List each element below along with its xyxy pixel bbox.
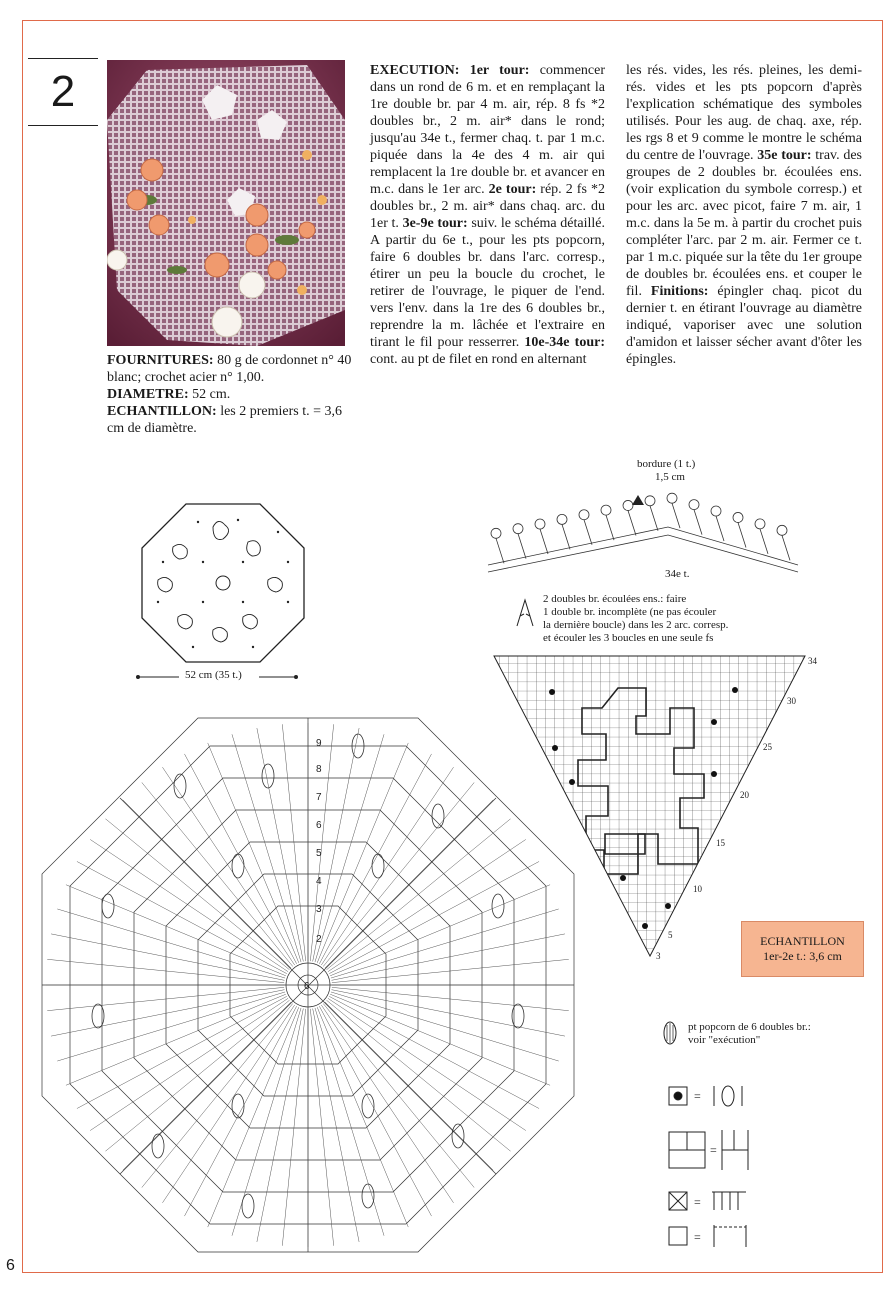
tour-34-label: 34e t. [665,568,690,580]
stitch-spoke [325,1002,493,1170]
stitch-spoke [319,1006,431,1216]
stitch-spoke [257,728,303,961]
echantillon-box-text: 1er-2e t.: 3,6 cm [763,949,842,963]
center-ring-number: 6 [304,981,310,992]
stitch-spoke [317,1007,408,1227]
picot-stem [606,515,614,540]
row-number: 34 [808,656,817,666]
picot-stem [496,538,504,563]
tour-10-34-label: 10e-34e tour: [524,335,605,350]
picot-loop [557,514,567,524]
picot-loop [601,505,611,515]
round-number: 3 [316,904,322,915]
tour-35-text: trav. des groupes de 2 doubles br. écoulées ens. (voir explication du symbole corresp.) et pour les arc. avec picot, faire 7 m. air, 1 m.c. dans la 5e m. à partir du crochet puis compléter l'arc. par 2 m. air. Fermer ce t. par 1 m.c. piquée sur la tête du 1er groupe de doubles br. écoulées ens. et couper le fil. [626,148,862,299]
stitch-spoke [329,996,539,1108]
picot-loop [645,496,655,506]
execution-column-1 [370,62,605,368]
stitch-spoke [184,754,296,964]
stitch-spoke [325,800,493,968]
popcorn-note-line: voir "exécution" [688,1034,761,1046]
picot-stem [738,522,746,547]
stitch-spoke [66,885,286,976]
row-number: 20 [740,790,749,800]
stitch-spoke [208,1007,299,1227]
fournitures-label: FOURNITURES: [107,353,214,368]
picot-stem [584,520,592,545]
stitch-spoke [319,754,431,964]
filet-grid-chart [490,654,830,964]
stitch-spoke [257,1009,303,1242]
picot-loop [777,525,787,535]
picot-stem [562,524,570,549]
stitch-spoke [330,994,550,1085]
svg-text:=: = [694,1230,701,1244]
symbol-legend [668,1082,758,1252]
row-number: 25 [763,742,772,752]
stitch-spoke [232,734,301,962]
echantillon-label: ECHANTILLON: [107,404,217,419]
execution-column-2 [626,62,862,368]
round-number: 5 [316,848,322,859]
tour-10-34-text: cont. au pt de filet en rond en alternant [370,352,587,367]
round-number: 7 [316,792,322,803]
picot-stem [518,534,526,559]
stitch-spoke [321,1005,453,1203]
round-number: 2 [316,934,322,945]
stitch-spoke [57,909,285,978]
stitch-spoke [282,724,305,961]
stitch-spoke [57,992,285,1061]
stitch-spoke [315,734,384,962]
diametre-text: 52 cm. [188,387,231,402]
stitch-spoke [162,1005,294,1203]
picot-stem [782,535,790,560]
stitch-spoke [331,992,559,1061]
stitch-spoke [105,1000,289,1151]
cluster-symbol-icon [515,598,535,628]
row-number: 5 [668,930,673,940]
svg-text:=: = [710,1143,717,1157]
tour-3-9-text: suiv. le schéma détaillé. A partir du 6e t., pour les pts popcorn, faire 6 doubles br. dans l'arc. corresp., étirer un peu la boucle du crochet, le retirer de l'ouvrage, le piquer de l'end. vers l'env. dans la 1re des 6 doubles br., reprendre la m. lâchée et l'extraire en tirant le fil pour resserrer. [370,216,605,350]
stitch-spoke [184,1006,296,1216]
cluster-note [543,593,793,645]
overview-size-label: 52 cm (35 t.) [185,669,242,681]
stitch-spoke [51,934,284,980]
picot-loop [513,524,523,534]
round-number: 9 [316,738,322,749]
finitions-label: Finitions: [650,284,709,299]
row-number: 30 [787,696,796,706]
stitch-spoke [105,819,289,970]
stitch-spoke [208,743,299,963]
stitch-spoke [327,819,511,970]
echantillon-text: les 2 premiers t. = 3,6 cm de diamètre. [107,404,343,436]
diametre-label: DIAMETRE: [107,387,189,402]
execution-label: EXECUTION: 1er tour: [370,63,530,78]
picot-stem [694,510,702,535]
border-detail-diagram [488,487,798,567]
picot-stem [628,510,636,535]
picot-stem [540,529,548,554]
picot-stem [716,516,724,541]
stitch-spoke [90,998,288,1130]
svg-text:=: = [694,1195,701,1209]
stitch-spoke [321,767,453,965]
picot-stem [760,529,768,554]
stitch-spoke [51,990,284,1036]
row-number: 10 [693,884,702,894]
picot-loop [733,512,743,522]
stitch-spoke [332,990,565,1036]
popcorn-note-line: pt popcorn de 6 doubles br.: [688,1021,811,1033]
pattern-number: 2 [28,58,98,126]
picot-loop [667,493,677,503]
stitch-spoke [317,743,408,963]
stitch-spoke [66,994,286,1085]
stitch-spoke [282,1009,305,1246]
stitch-spoke [123,800,291,968]
row-number: 15 [716,838,725,848]
cluster-note-line: la dernière boucle) dans les 2 arc. corresp. [543,619,729,631]
cluster-note-line: et écouler les 3 boucles en une seule fs [543,632,714,644]
materials-block [107,352,357,437]
finitions-text: épingler chaq. picot du dernier t. en étirant l'ouvrage au diamètre indiqué, vaporiser avec une solution d'amidon et laisser sécher avant d'ôter les épingles. [626,284,862,367]
svg-text:=: = [694,1089,701,1103]
round-number: 8 [316,764,322,775]
bordure-size-label: 1,5 cm [655,471,685,483]
overview-size-arrow [137,675,297,679]
cluster-note-line: 2 doubles br. écoulées ens.: faire [543,593,687,605]
picot-loop [491,528,501,538]
tour-3-9-label: 3e-9e tour: [402,216,468,231]
doily-overview-diagram [138,502,308,662]
picot-loop [579,510,589,520]
stitch-spoke [77,996,287,1108]
stitch-spoke [90,839,288,971]
execution-text-1: commencer dans un rond de 6 m. et en remplaçant la 1re double br. par 4 m. air, rép. 8 fs *2 doubles br., 2 m. air* dans le rond; jusqu'au 34e t., fermer chaq. t. par 1 m.c. piquée dans la 4e des 4 m. air qui remplacent la 1re double br. et avancer en m.c. dans le 1er arc. [370,63,605,197]
picot-loop [755,519,765,529]
picot-stem [672,503,680,528]
picot-loop [689,500,699,510]
execution-text-2: les rés. vides, les rés. pleines, les demi-rés. vides et les pts popcorn d'après l'explication schématique des symboles utilisés. Pour les aug. de chaq. axe, rép. les rgs 8 et 9 comme le montre le schéma du centre de l'ouvrage. [626,63,862,163]
page-number: 6 [6,1257,15,1274]
stitch-spoke [310,724,333,961]
tour-35-label: 35e tour: [757,148,812,163]
bordure-label: bordure (1 t.) [637,458,696,470]
doily-photo [107,60,345,346]
echantillon-box [741,921,864,977]
tour-2-label: 2e tour: [488,182,537,197]
stitch-spoke [123,1002,291,1170]
stitch-spoke [328,998,526,1130]
round-number: 6 [316,820,322,831]
picot-stem [650,506,658,531]
popcorn-symbol-icon [662,1020,678,1046]
popcorn-note [688,1021,811,1047]
echantillon-box-title: ECHANTILLON [760,934,845,948]
round-number: 4 [316,876,322,887]
stitch-spoke [310,1009,333,1246]
tour-2-text: rép. 2 fs *2 doubles br., 2 m. air* dans chaq. arc. du 1er t. [370,182,605,231]
row-number: 3 [656,951,661,961]
fournitures-text: 80 g de cordonnet n° 40 blanc; crochet acier n° 1,00. [107,353,352,385]
picot-loop [535,519,545,529]
stitch-spoke [313,1009,359,1242]
picot-loop [623,500,633,510]
cluster-note-line: 1 double br. incomplète (ne pas écouler [543,606,717,618]
stitch-spoke [327,1000,511,1151]
picot-loop [711,506,721,516]
